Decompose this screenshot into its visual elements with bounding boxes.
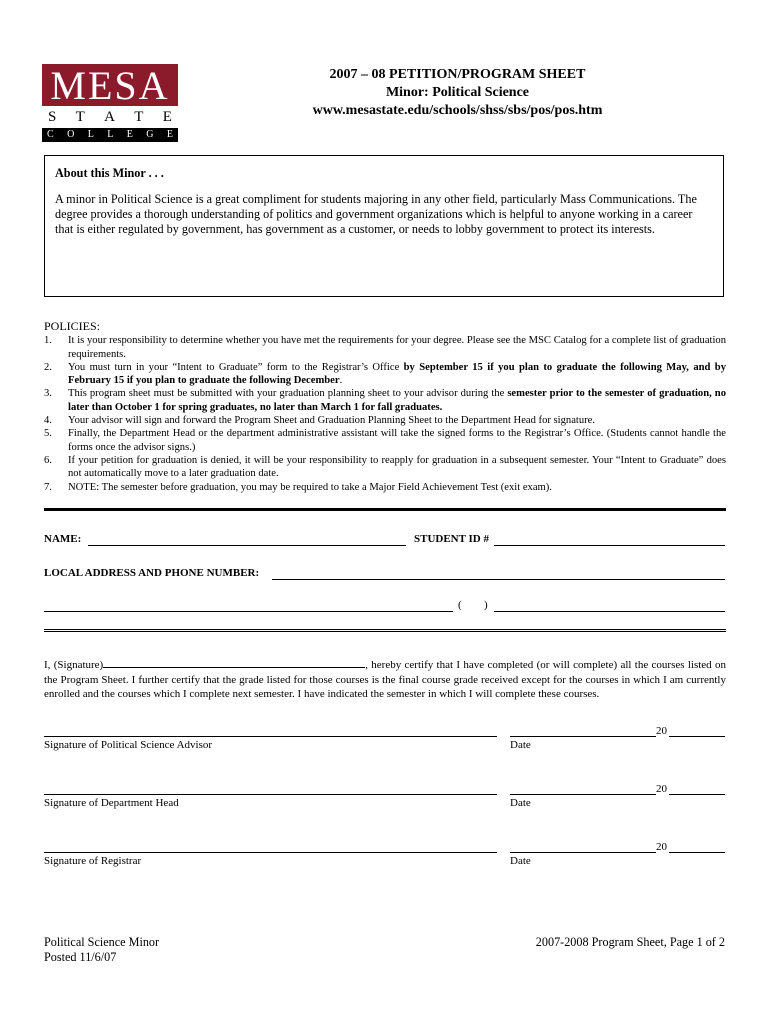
phone-area-open: ( <box>458 599 462 611</box>
student-id-field[interactable] <box>494 545 725 546</box>
policy-text-regular: It is your responsibility to determine whether you have met the requirements for your degree. Please see the MSC Catalog for a complete list of graduation requirements. <box>68 335 726 360</box>
phone-area-close: ) <box>484 599 488 611</box>
policy-text-regular: This program sheet must be submitted with your graduation planning sheet to your advisor during the <box>68 388 508 400</box>
policy-text-regular: You must turn in your “Intent to Graduate” form to the Registrar’s Office <box>68 361 404 373</box>
logo-letter: E <box>126 129 133 140</box>
policy-text <box>68 454 726 481</box>
certify-text: , hereby certify that I have completed (or will complete) all the courses listed on the Program Sheet. I further certify that the grade listed for those courses is the final course grade received except for the courses in which I am currently enrolled and the courses which I complete next semester. I have indicated the semester in which I will complete these courses. <box>44 659 726 700</box>
department-head-date-field[interactable] <box>510 794 656 795</box>
name-label: NAME: <box>44 533 82 545</box>
advisor-date-label: Date <box>510 739 531 751</box>
logo-letter: G <box>146 129 154 140</box>
policy-number: 6. <box>44 454 52 466</box>
section-divider-double <box>44 629 726 632</box>
policy-text-regular: Your advisor will sign and forward the Program Sheet and Graduation Planning Sheet to the Department Head for signature. <box>68 415 596 427</box>
address-field[interactable] <box>272 579 725 580</box>
logo-letter: A <box>104 109 115 125</box>
advisor-year-prefix: 20 <box>656 725 667 737</box>
logo-letter: T <box>134 109 144 125</box>
policy-number: 3. <box>44 388 52 400</box>
logo-state-row <box>42 106 178 128</box>
policy-item <box>44 427 726 454</box>
policy-text-end: . <box>339 375 343 387</box>
advisor-year-field[interactable] <box>669 736 725 737</box>
policy-item <box>44 334 726 361</box>
logo-letter: L <box>87 129 94 140</box>
logo-word: MESA <box>42 64 178 106</box>
policy-item <box>44 481 726 494</box>
policy-text <box>68 334 726 361</box>
policies-title: POLICIES: <box>44 319 101 333</box>
name-field[interactable] <box>88 545 406 546</box>
policies-section <box>44 320 726 494</box>
certify-signature-field[interactable] <box>103 657 365 668</box>
registrar-signature-label: Signature of Registrar <box>44 855 142 867</box>
department-head-signature-label: Signature of Department Head <box>44 797 179 809</box>
policy-text <box>68 427 726 454</box>
policy-number: 1. <box>44 335 52 347</box>
policy-text-regular: Finally, the Department Head or the department administrative assistant will take the signed forms to the Registrar’s Office. (Students cannot handle the forms once the advisor signs.) <box>68 428 726 453</box>
about-minor-box <box>44 155 724 297</box>
logo-letter: O <box>67 129 75 140</box>
policy-item <box>44 454 726 481</box>
policy-item <box>44 414 726 427</box>
department-head-date-label: Date <box>510 797 531 809</box>
about-body: A minor in Political Science is a great compliment for students majoring in any other field, particularly Mass Communications. The degree provides a thorough understanding of politics and government organizations which is helpful to anyone working in a career that is either regulated by government, has government as a customer, or needs to lobby government to protect its interests. <box>55 192 697 236</box>
policy-text-regular: If your petition for graduation is denied, it will be your responsibility to reapply for graduation in a subsequent semester. Your “Intent to Graduate” does not automatically move to a later graduation date. <box>68 454 726 480</box>
footer-posted-date: Posted 11/6/07 <box>44 950 117 964</box>
advisor-signature-field[interactable] <box>44 736 497 737</box>
certify-prefix: I, (Signature) <box>44 659 104 671</box>
header-title: 2007 – 08 PETITION/PROGRAM SHEET <box>329 67 586 82</box>
policy-number: 5. <box>44 428 52 440</box>
mesa-state-college-logo <box>42 64 178 142</box>
footer-program-name: Political Science Minor <box>44 935 160 949</box>
logo-letter: T <box>75 109 85 125</box>
department-head-year-field[interactable] <box>669 794 725 795</box>
policy-number: 2. <box>44 361 52 373</box>
policy-text <box>68 481 726 494</box>
policy-text-bold: semester prior to the semester of graduation, no later than October 1 for spring graduates, no later than March 1 for fall graduates. <box>68 388 726 413</box>
policy-item <box>44 361 726 388</box>
department-head-year-prefix: 20 <box>656 783 667 795</box>
department-head-signature-field[interactable] <box>44 794 497 795</box>
advisor-signature-label: Signature of Political Science Advisor <box>44 739 213 751</box>
logo-letter: L <box>107 129 114 140</box>
registrar-year-field[interactable] <box>669 852 725 853</box>
policy-number: 7. <box>44 481 52 493</box>
logo-letter: S <box>48 109 57 125</box>
logo-college-row <box>42 128 178 142</box>
logo-letter: C <box>47 129 54 140</box>
registrar-year-prefix: 20 <box>656 841 667 853</box>
header-subtitle: Minor: Political Science <box>385 85 530 100</box>
phone-field[interactable] <box>494 611 725 612</box>
footer-page-info: 2007-2008 Program Sheet, Page 1 of 2 <box>535 935 725 949</box>
policy-text <box>68 361 726 388</box>
policy-item <box>44 387 726 414</box>
certification-statement <box>44 657 726 702</box>
policy-text-bold: by September 15 if you plan to graduate the following May, and by February 15 if you plan to graduate the following December <box>68 361 726 387</box>
logo-letter: E <box>162 109 172 125</box>
policies-list <box>44 334 726 494</box>
address-line-2-field[interactable] <box>44 611 453 612</box>
policy-text <box>68 387 726 414</box>
registrar-signature-field[interactable] <box>44 852 497 853</box>
document-header <box>200 66 715 120</box>
header-url: www.mesastate.edu/schools/shss/sbs/pos/pos.htm <box>312 103 603 118</box>
student-id-label: STUDENT ID # <box>414 533 489 545</box>
policy-number: 4. <box>44 415 52 427</box>
address-label: LOCAL ADDRESS AND PHONE NUMBER: <box>44 567 260 579</box>
logo-letter: E <box>166 129 173 140</box>
registrar-date-label: Date <box>510 855 531 867</box>
registrar-date-field[interactable] <box>510 852 656 853</box>
policy-text <box>68 414 726 427</box>
section-divider <box>44 508 726 511</box>
advisor-date-field[interactable] <box>510 736 656 737</box>
footer-left <box>44 935 159 965</box>
policy-text-regular: NOTE: The semester before graduation, you may be required to take a Major Field Achievement Test (exit exam). <box>68 481 552 493</box>
about-title: About this Minor . . . <box>55 166 164 180</box>
